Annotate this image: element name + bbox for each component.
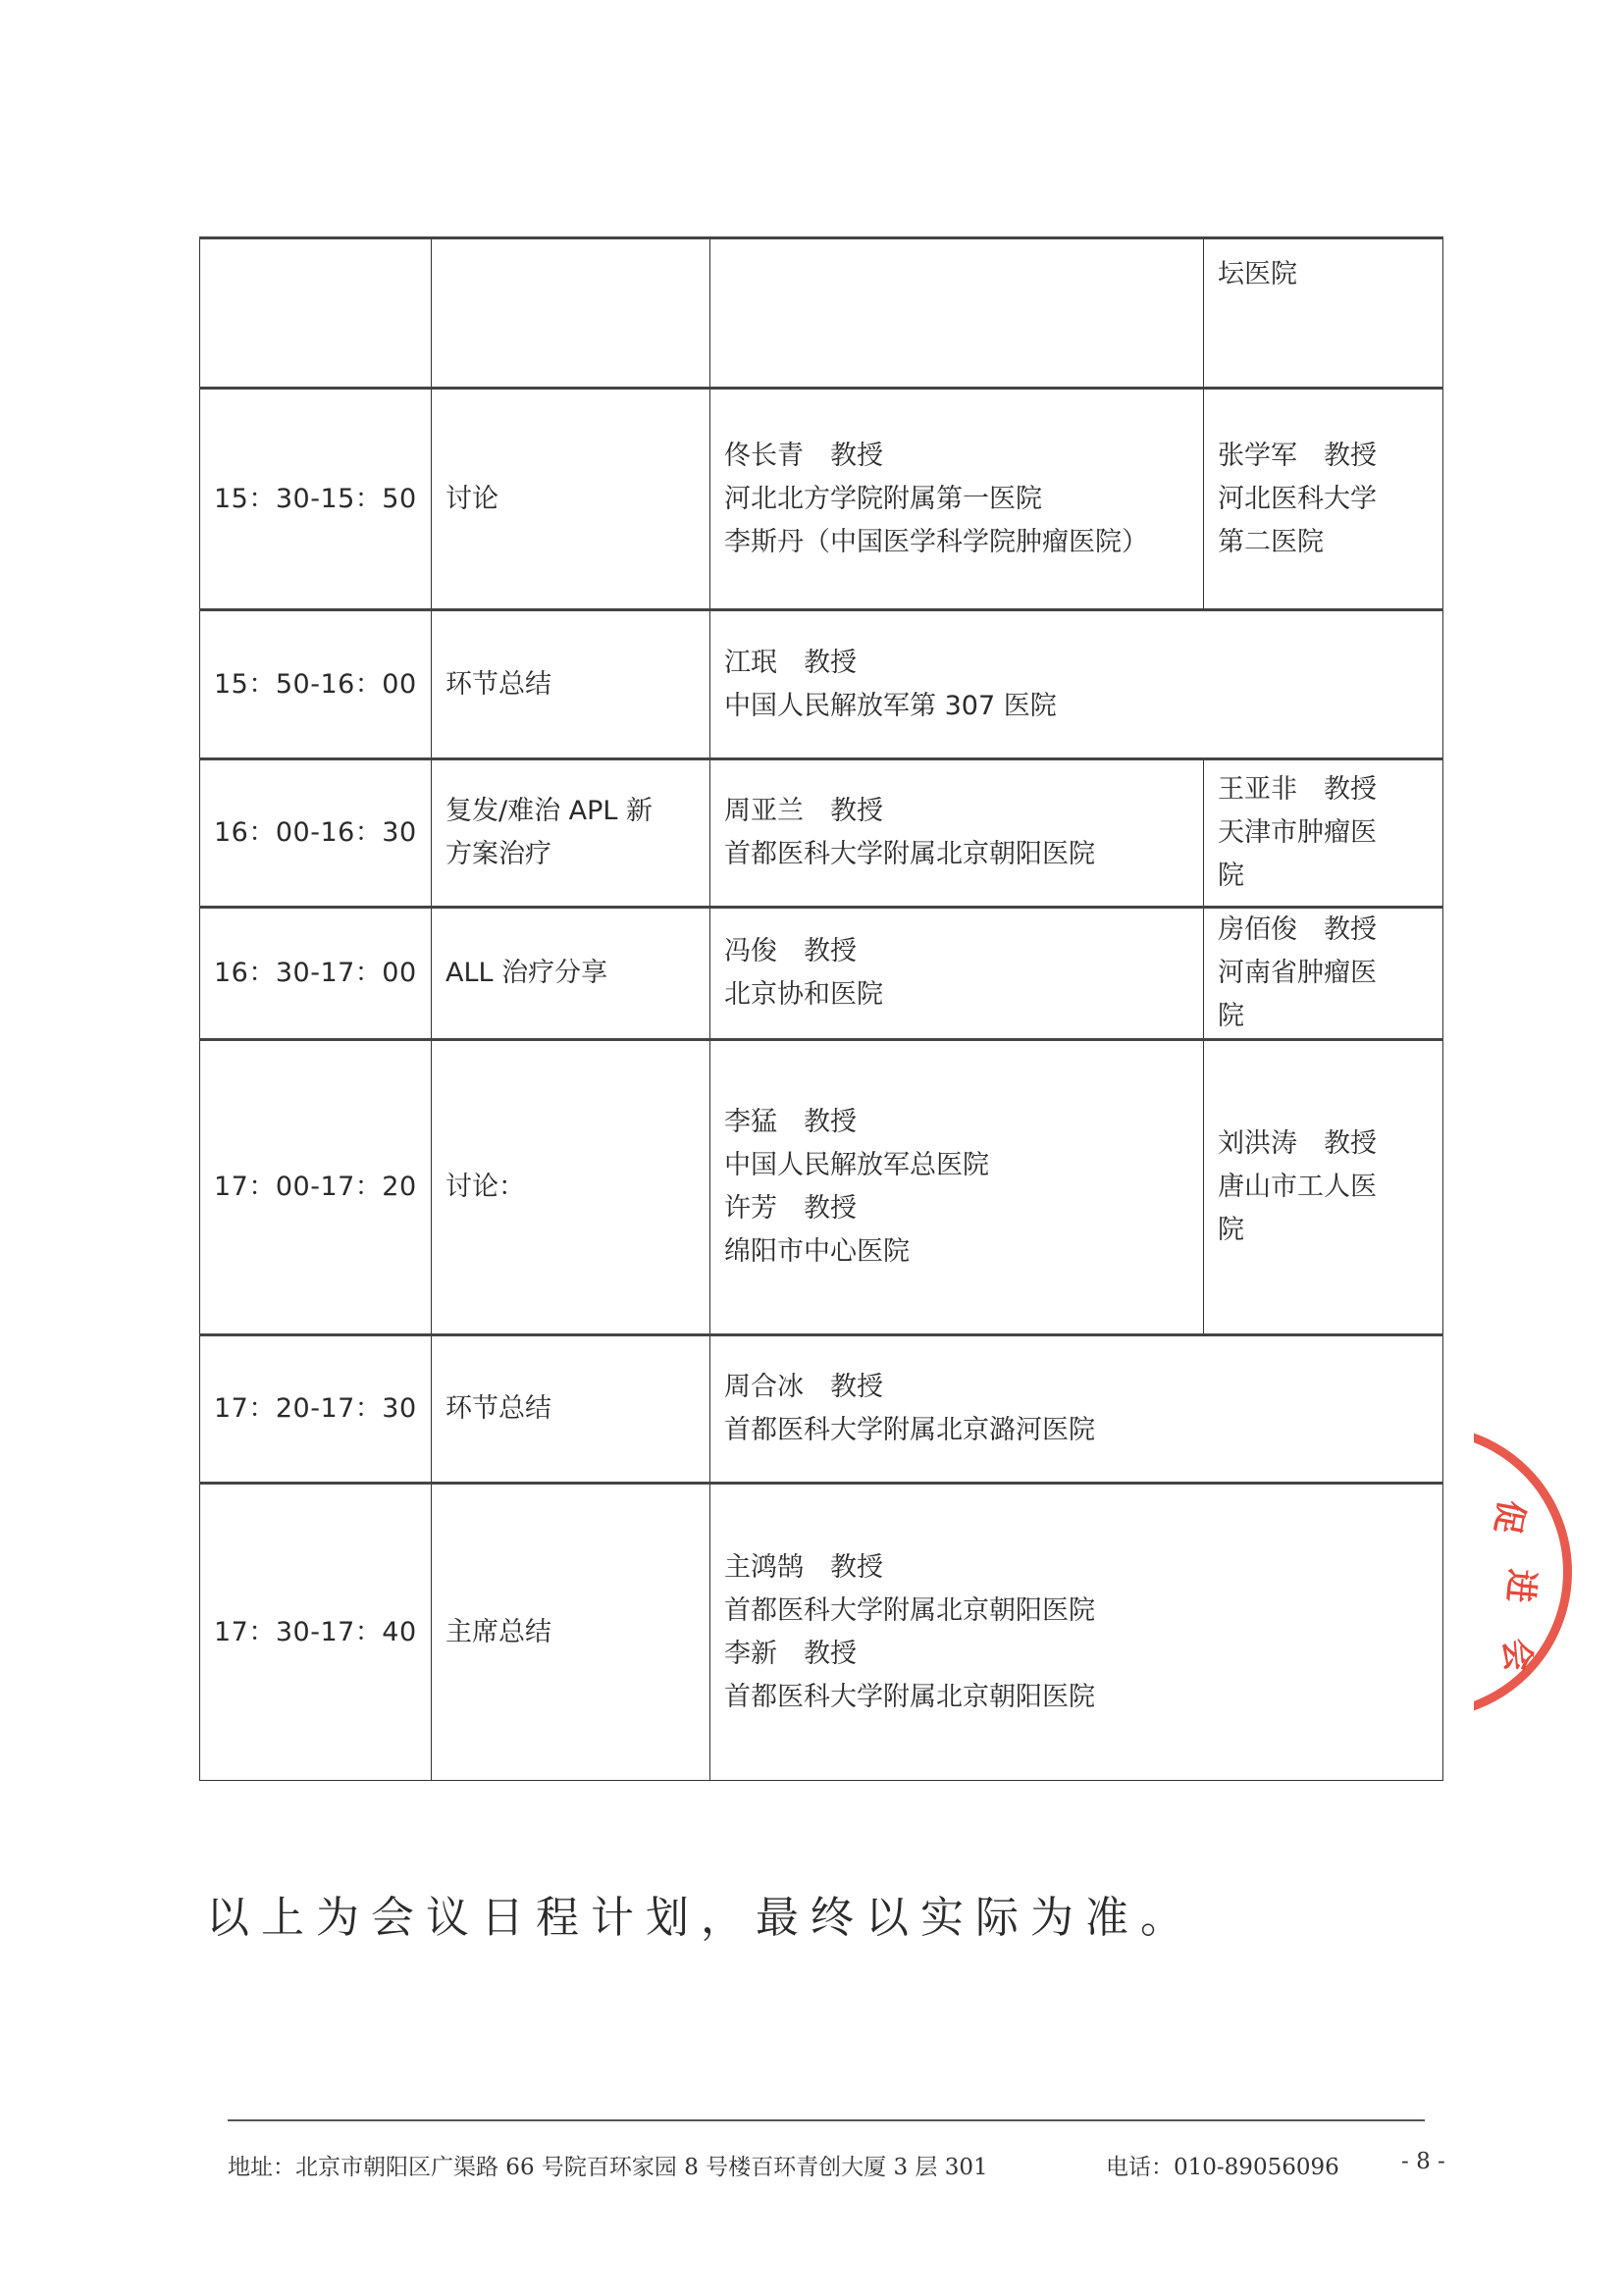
topic-cell (432, 759, 710, 908)
speaker-line: 首都医科大学附属北京潞河医院 (724, 1415, 1095, 1445)
red-seal-stamp (1474, 1413, 1623, 1737)
table-row (200, 1335, 1443, 1484)
speaker-cell (710, 1484, 1443, 1781)
topic-line: 复发/难治 APL 新 (445, 796, 654, 826)
topic-cell: 讨论 (432, 389, 710, 610)
host-line: 第二医院 (1218, 526, 1324, 557)
speaker-cell (710, 389, 1204, 610)
seal-char: 进 (1499, 1567, 1542, 1604)
topic-cell: 讨论： (432, 1040, 710, 1335)
footer-divider (228, 2119, 1425, 2121)
table-row (200, 1040, 1443, 1335)
host-cell (1204, 238, 1443, 389)
speaker-line: 周亚兰 教授 (724, 796, 883, 826)
speaker-cell (710, 238, 1204, 389)
speaker-cell (710, 908, 1204, 1040)
time-cell: 17：20-17：30 (200, 1335, 432, 1484)
time-cell: 17：00-17：20 (200, 1040, 432, 1335)
speaker-line: 首都医科大学附属北京朝阳医院 (724, 1594, 1095, 1626)
host-line: 刘洪涛 教授 (1218, 1128, 1377, 1159)
speaker-cell (710, 759, 1204, 908)
speaker-cell (710, 610, 1443, 759)
speaker-line: 首都医科大学附属北京朝阳医院 (724, 839, 1095, 869)
speaker-line: 中国人民解放军总医院 (724, 1150, 989, 1180)
time-cell: 15：50-16：00 (200, 610, 432, 759)
page-number: - 8 - (1401, 2149, 1445, 2174)
host-line: 唐山市工人医 (1218, 1172, 1377, 1202)
speaker-line: 北京协和医院 (724, 979, 883, 1010)
topic-cell (432, 238, 710, 389)
host-cell (1204, 908, 1443, 1040)
time-cell: 16：00-16：30 (200, 759, 432, 908)
time-cell (200, 238, 432, 389)
time-cell: 16：30-17：00 (200, 908, 432, 1040)
host-line: 院 (1218, 1001, 1244, 1031)
time-cell: 17：30-17：40 (200, 1484, 432, 1781)
time-cell: 15：30-15：50 (200, 389, 432, 610)
topic-cell: 环节总结 (432, 1335, 710, 1484)
host-line: 坛医院 (1218, 259, 1297, 289)
table-row (200, 908, 1443, 1040)
speaker-line: 主鸿鹄 教授 (724, 1551, 883, 1583)
host-cell (1204, 1040, 1443, 1335)
footer-phone: 电话：010-89056096 (1106, 2155, 1339, 2180)
host-cell (1204, 389, 1443, 610)
topic-line: 方案治疗 (445, 839, 551, 869)
speaker-line: 李猛 教授 (724, 1107, 857, 1137)
speaker-line: 许芳 教授 (724, 1193, 857, 1224)
speaker-line: 佟长青 教授 (724, 440, 883, 471)
seal-char: 促 (1486, 1496, 1532, 1538)
speaker-cell (710, 1040, 1204, 1335)
topic-cell: 主席总结 (432, 1484, 710, 1781)
speaker-line: 李新 教授 (724, 1638, 857, 1669)
host-line: 天津市肿瘤医 (1218, 817, 1377, 848)
seal-char: 会 (1495, 1637, 1538, 1674)
speaker-line: 李斯丹（中国医学科学院肿瘤医院） (724, 526, 1148, 557)
host-line: 河北医科大学 (1218, 483, 1377, 514)
speaker-line: 周合冰 教授 (724, 1372, 883, 1402)
speaker-line: 江珉 教授 (724, 647, 857, 678)
host-line: 河南省肿瘤医 (1218, 958, 1377, 988)
topic-cell: 环节总结 (432, 610, 710, 759)
host-cell (1204, 759, 1443, 908)
table-row (200, 759, 1443, 908)
schedule-table (199, 236, 1443, 1781)
speaker-line: 冯俊 教授 (724, 936, 857, 966)
speaker-line: 绵阳市中心医院 (724, 1236, 910, 1267)
table-row (200, 1484, 1443, 1781)
host-line: 张学军 教授 (1218, 440, 1377, 471)
topic-cell: ALL 治疗分享 (432, 908, 710, 1040)
host-line: 院 (1218, 861, 1244, 891)
table-row (200, 389, 1443, 610)
table-row (200, 610, 1443, 759)
speaker-line: 河北北方学院附属第一医院 (724, 483, 1042, 514)
speaker-line: 中国人民解放军第 307 医院 (724, 690, 1057, 721)
footer-address: 地址：北京市朝阳区广渠路 66 号院百环家园 8 号楼百环青创大厦 3 层 301 (228, 2155, 988, 2180)
speaker-cell (710, 1335, 1443, 1484)
speaker-line: 首都医科大学附属北京朝阳医院 (724, 1681, 1095, 1712)
host-line: 王亚非 教授 (1218, 774, 1377, 805)
table-row (200, 238, 1443, 389)
closing-note: 以上为会议日程计划，最终以实际为准。 (206, 1893, 1195, 1943)
host-line: 房佰俊 教授 (1218, 914, 1377, 945)
host-line: 院 (1218, 1215, 1244, 1245)
